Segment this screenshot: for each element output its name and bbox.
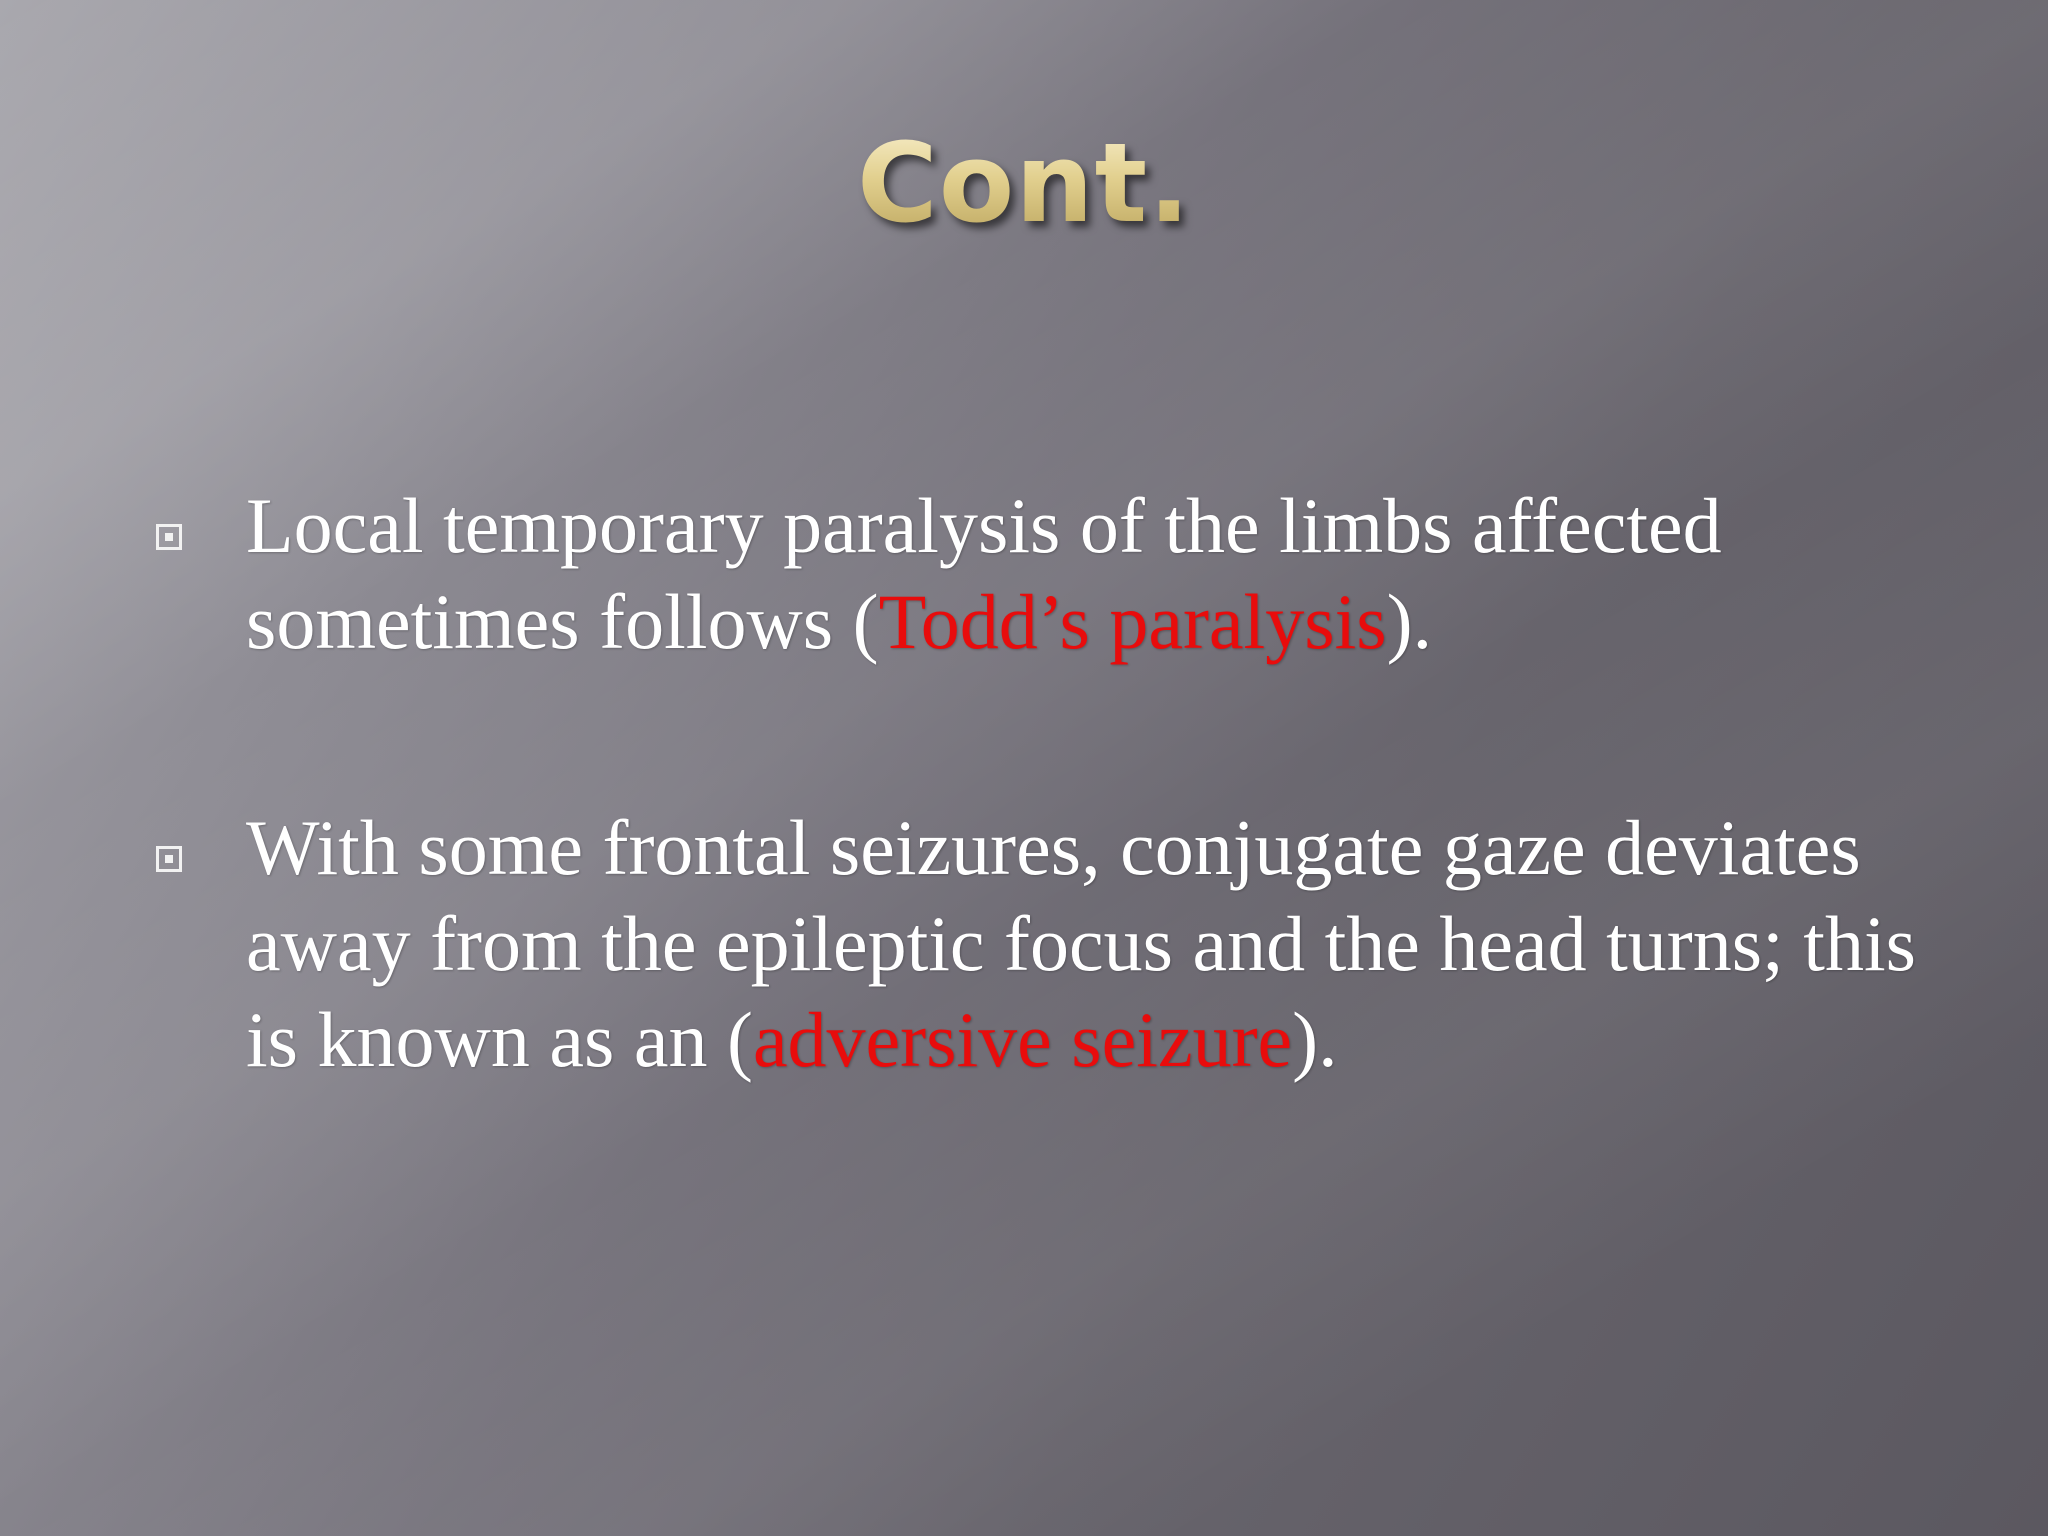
bullet-text-after: ). — [1386, 578, 1433, 665]
bullet-text-before: Local temporary paralysis of the limbs affected sometimes follows ( — [246, 482, 1722, 665]
bullet-item-todds-paralysis — [150, 478, 1930, 670]
highlighted-term: Todd’s paralysis — [878, 578, 1387, 665]
boxed-square-bullet-icon — [156, 524, 182, 550]
bullet-text-before: With some frontal seizures, conjugate gaze deviates away from the epileptic focus and the head turns; this is known as an ( — [246, 804, 1916, 1083]
highlighted-term: adversive seizure — [752, 996, 1293, 1083]
bullet-item-adversive-seizure — [150, 800, 1930, 1088]
bullet-text-after: ). — [1292, 996, 1338, 1083]
boxed-square-bullet-icon — [156, 846, 182, 872]
bullet-text — [246, 482, 1722, 665]
bullet-text — [246, 804, 1916, 1083]
slide-title: Cont. — [0, 128, 2048, 238]
bullet-list — [150, 478, 1930, 1088]
